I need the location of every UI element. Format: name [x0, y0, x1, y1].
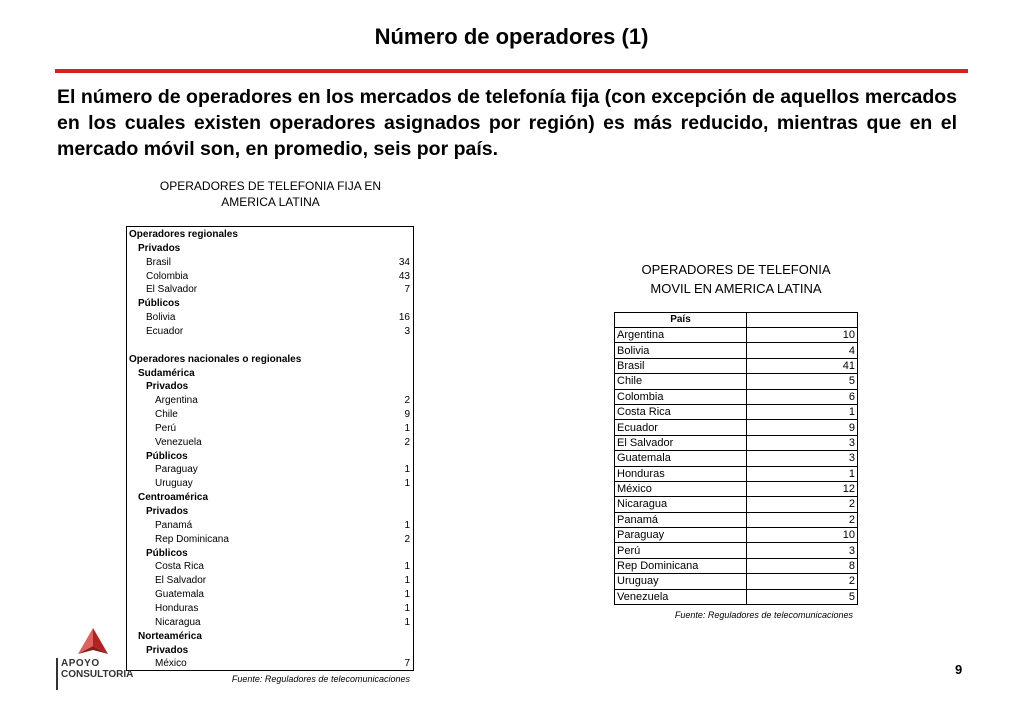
row-value: 1 [404, 575, 410, 587]
row-label: Guatemala [155, 589, 204, 601]
table-row [127, 325, 413, 339]
fixed-table-title-line1: OPERADORES DE TELEFONIA FIJA EN [159, 179, 382, 193]
table-row [127, 394, 413, 408]
table-row [127, 574, 413, 588]
fixed-table-source: Fuente: Reguladores de telecomunicaciones [231, 674, 410, 684]
row-value: 1 [404, 589, 410, 601]
country-cell: Paraguay [615, 528, 747, 543]
table-row [615, 451, 858, 466]
table-row [127, 256, 413, 270]
operators-count-cell: 1 [747, 466, 858, 481]
table-row [127, 657, 413, 671]
header-value [747, 313, 858, 328]
table-row [127, 630, 413, 644]
operators-count-cell: 8 [747, 558, 858, 573]
table-row [615, 420, 858, 435]
logo-bar [56, 658, 58, 690]
operators-count-cell: 41 [747, 358, 858, 373]
row-label: Honduras [155, 602, 199, 614]
table-row [127, 533, 413, 547]
table-row [615, 481, 858, 496]
row-value: 16 [398, 312, 410, 324]
row-label: Operadores regionales [129, 229, 238, 240]
logo-text-line2: CONSULTORIA [61, 669, 134, 680]
row-label: Nicaragua [155, 616, 201, 628]
table-row [127, 450, 413, 464]
row-label: Privados [146, 644, 189, 656]
fixed-table-title-line2: AMERICA LATINA [221, 195, 320, 209]
table-row [615, 328, 858, 343]
country-cell: Costa Rica [615, 404, 747, 419]
row-label: Argentina [155, 395, 198, 407]
row-value: 2 [404, 533, 410, 545]
table-row [127, 283, 413, 297]
row-label: Privados [146, 506, 189, 517]
table-row [127, 422, 413, 436]
row-label: Públicos [138, 298, 180, 310]
operators-count-cell: 3 [747, 435, 858, 450]
table-row [127, 353, 413, 367]
table-row [127, 270, 413, 284]
table-row [127, 477, 413, 491]
country-cell: Chile [615, 374, 747, 389]
row-label: México [155, 658, 187, 670]
mobile-table-title-line2: MOVIL EN AMERICA LATINA [650, 281, 822, 296]
row-value: 1 [404, 616, 410, 628]
row-value: 2 [404, 395, 410, 407]
fixed-operators-table [126, 226, 414, 671]
page-title: Número de operadores (1) [374, 24, 649, 49]
row-label: Brasil [146, 256, 172, 268]
page-number: 9 [955, 662, 963, 677]
table-row [615, 589, 858, 604]
operators-count-cell: 10 [747, 528, 858, 543]
intro-paragraph: El número de operadores en los mercados de telefonía fija (con excepción de aquellos mercados en los cuales existen operadores asignados por región) es más reducido, mientras que en el mercado móvil son, en promedio, seis por país. [57, 86, 957, 160]
mobile-table-source: Fuente: Reguladores de telecomunicaciones [674, 610, 853, 620]
country-cell: Perú [615, 543, 747, 558]
country-cell: Rep Dominicana [615, 558, 747, 573]
row-label: Centroamérica [138, 492, 209, 504]
mobile-table-title [617, 260, 855, 298]
table-row [615, 466, 858, 481]
row-label: Públicos [146, 450, 188, 462]
logo-text-line1: APOYO [61, 658, 100, 669]
fixed-table-title [128, 178, 413, 210]
operators-count-cell: 5 [747, 589, 858, 604]
table-row [615, 389, 858, 404]
table-row [127, 602, 413, 616]
row-label: Costa Rica [155, 561, 204, 573]
row-label: Operadores nacionales o regionales [129, 353, 302, 365]
mobile-operators-table [614, 312, 858, 605]
table-row [615, 543, 858, 558]
header-country: País [615, 313, 747, 328]
table-row [127, 436, 413, 450]
operators-count-cell: 9 [747, 420, 858, 435]
row-label: El Salvador [146, 284, 198, 296]
country-cell: México [615, 481, 747, 496]
table-row [127, 297, 413, 311]
table-row [127, 339, 413, 353]
country-cell: El Salvador [615, 435, 747, 450]
table-row [127, 242, 413, 256]
row-label: Perú [155, 422, 177, 434]
table-row [615, 343, 858, 358]
logo-mark-icon [78, 628, 108, 656]
country-cell: Ecuador [615, 420, 747, 435]
country-cell: Argentina [615, 328, 747, 343]
row-label: Sudamérica [138, 367, 195, 379]
country-cell: Honduras [615, 466, 747, 481]
operators-count-cell: 6 [747, 389, 858, 404]
row-value: 2 [404, 436, 410, 448]
country-cell: Nicaragua [615, 497, 747, 512]
row-label: Chile [155, 409, 178, 421]
table-row [615, 497, 858, 512]
row-label: Privados [146, 381, 189, 393]
row-value: 7 [404, 284, 410, 296]
row-value: 9 [404, 409, 410, 421]
country-cell: Guatemala [615, 451, 747, 466]
operators-count-cell: 10 [747, 328, 858, 343]
operators-count-cell: 2 [747, 512, 858, 527]
operators-count-cell: 4 [747, 343, 858, 358]
row-label: Públicos [146, 547, 188, 559]
table-row [127, 367, 413, 381]
table-row [127, 644, 413, 658]
row-label: Ecuador [146, 325, 184, 337]
table-row [127, 560, 413, 574]
table-row [615, 404, 858, 419]
table-row [127, 547, 413, 561]
table-row [615, 558, 858, 573]
row-label: Uruguay [155, 478, 193, 490]
table-row [615, 574, 858, 589]
operators-count-cell: 1 [747, 404, 858, 419]
country-cell: Panamá [615, 512, 747, 527]
row-value: 1 [404, 602, 410, 614]
table-row [127, 491, 413, 505]
row-label: Rep Dominicana [155, 533, 229, 545]
table-row [615, 528, 858, 543]
country-cell: Bolivia [615, 343, 747, 358]
operators-count-cell: 2 [747, 497, 858, 512]
row-value: 7 [404, 658, 410, 670]
table-row [127, 380, 413, 394]
table-row [127, 228, 413, 242]
table-row [127, 408, 413, 422]
country-cell: Uruguay [615, 574, 747, 589]
row-label: Venezuela [155, 436, 202, 448]
row-label: Panamá [155, 519, 193, 531]
row-label: El Salvador [155, 575, 207, 587]
row-value: 43 [398, 270, 410, 282]
row-label: Bolivia [146, 312, 176, 324]
country-cell: Venezuela [615, 589, 747, 604]
operators-count-cell: 3 [747, 543, 858, 558]
table-row [127, 505, 413, 519]
row-label: Colombia [146, 270, 189, 282]
apoyo-consultoria-logo [56, 628, 146, 692]
table-row [127, 463, 413, 477]
row-value: 1 [404, 478, 410, 490]
title-divider [55, 69, 968, 73]
table-row [615, 512, 858, 527]
table-row [127, 311, 413, 325]
row-label: Norteamérica [138, 630, 202, 642]
table-header-row [615, 313, 858, 328]
table-row [127, 588, 413, 602]
operators-count-cell: 5 [747, 374, 858, 389]
row-value: 1 [404, 519, 410, 531]
row-label: Paraguay [155, 464, 198, 476]
table-row [127, 616, 413, 630]
country-cell: Colombia [615, 389, 747, 404]
operators-count-cell: 3 [747, 451, 858, 466]
table-row [615, 374, 858, 389]
operators-count-cell: 2 [747, 574, 858, 589]
row-label: Privados [138, 242, 181, 254]
row-value: 1 [404, 422, 410, 434]
table-row [127, 519, 413, 533]
row-value: 1 [404, 561, 410, 573]
table-row [615, 358, 858, 373]
row-value: 34 [398, 256, 410, 268]
operators-count-cell: 12 [747, 481, 858, 496]
country-cell: Brasil [615, 358, 747, 373]
mobile-table-title-line1: OPERADORES DE TELEFONIA [641, 262, 831, 277]
row-value: 3 [404, 325, 410, 337]
table-row [615, 435, 858, 450]
row-value: 1 [404, 464, 410, 476]
